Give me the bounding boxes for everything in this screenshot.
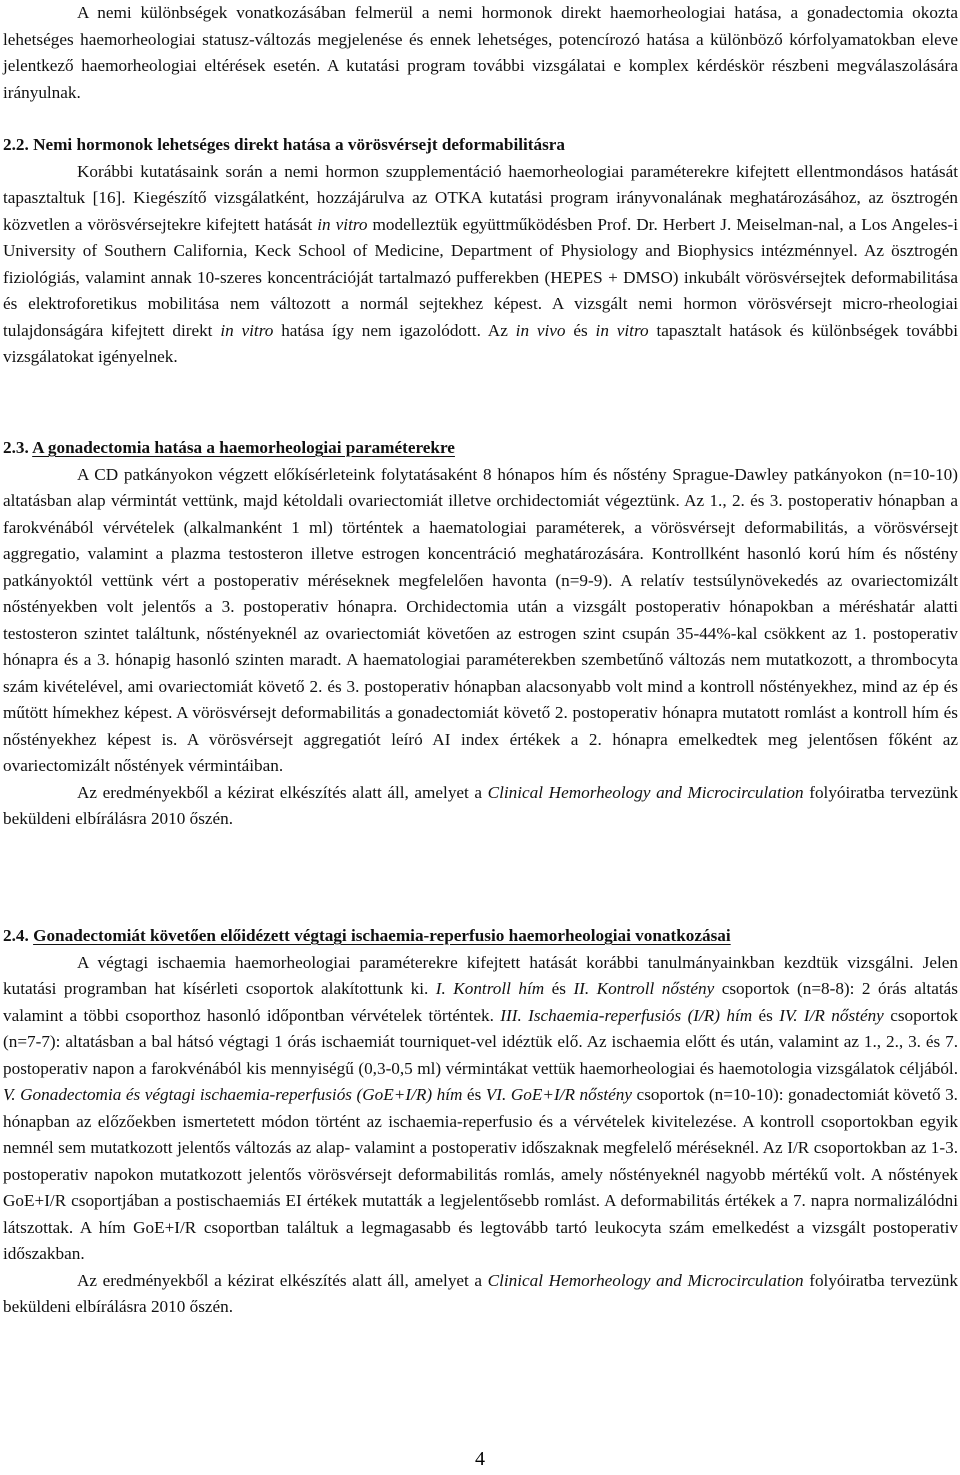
text-run: folyóiratba tervezünk beküldeni elbírálásra 2010 őszén. <box>3 1270 958 1316</box>
section-number: 2.2. <box>3 135 29 154</box>
body-paragraph <box>3 1268 958 1321</box>
text-run: modelleztük együttműködésben Prof. Dr. Herbert J. Meiselman-nal, a Los Angeles-i University of Southern California, Keck School of Medicine, Department of Physiology and Biophysics intézménnyel. Az ösztrogén fiziológiás, valamint annak 10-szeres koncentrációját tartalmazó pufferekben (HEPES + DMSO) inkubált vörösvérsejtek deformabilitása és elektroforetikus mobilitása nem változott a normál sejtekhez képest. A vizsgált nemi hormon vörösvérsejt micro-rheologiai tulajdonságára kifejtett direkt <box>3 214 958 340</box>
text-run: csoportok (n=10-10): gonadectomiát követő 3. hónapban az előzőekben ismertetett módon történt az ischaemia-reperfusio és a vérvételek kivitelezése. A kontroll csoportokban egyik nemnél sem mutatkozott jelentős változás az alap- valamint a postoperativ időszaknak megfelelő méréseknél. Az I/R csoportokban az 1-3. postoperativ napokon mutatkozott jelentős vörösvérsejt deformabilitás romlás, amely nőstényeknél nagyobb mértékű volt. A nőstények GoE+I/R csoportjában a postischaemiás EI értékek mutatták a legjelentősebb romlást. A deformabilitás értékek a 7. napra normalizálódni látszottak. A hím GoE+I/R csoportban találtuk a legmagasabb és legtovább tartó leukocyta szám emelkedést a vizsgált postoperativ időszakban. <box>3 1085 958 1263</box>
body-paragraph <box>3 780 958 833</box>
body-paragraph: A CD patkányokon végzett előkísérleteink folytatásaként 8 hónapos hím és nőstény Sprague-Dawley patkányokon (n=10-10) altatásban alap vérmintát vettünk, majd kétoldali ovariectomiát illetve orchidectomiát végeztünk. Az 1., 2. és 3. postoperativ hónapban a farokvénából vérvételek (alkalmanként 1 ml) történtek a haematologiai paraméterek, a vörösvérsejt deformabilitás, a vörösvérsejt aggregatio, valamint a plazma testosteron illetve estrogen koncentráció meghatározására. Kontrollként hasonló korú hím és nőstény patkányoktól vettünk vért a postoperativ méréseknek megfelelően havonta (n=9-9). A relatív testsúlynövekedés az ovariectomizált nőstényekben volt jelentős a 3. postoperativ hónapra. Orchidectomia után a vizsgált postoperativ hónapokban a méréshatár alatti testosteron szintet találtunk, nőstényeknél az ovariectomiát követően az estrogen szint csupán 35-44%-kal csökkent az 1. postoperativ hónapra és a 3. hónapig hasonló szinten maradt. A haematologiai paraméterekben szembetűnő változás nem mutatkozott, a thrombocyta szám kivételével, ami ovariectomiát követő 2. és 3. postoperativ hónapban alacsonyabb volt mind a kontroll nőstényekhez, mind az ép és műtött hímekhez képest. A vörösvérsejt deformabilitás a gonadectomiát követő 2. postoperativ hónapra mutatott romlást a kontroll hím és nőstényekhez képest is. A vörösvérsejt aggregatiót leíró AI index értékek a 2. hónapra emelkedtek meg jelentősen főként az ovariectomizált nőstények vérmintáiban. <box>3 464 958 775</box>
section-number: 2.3. <box>3 438 29 457</box>
italic-run: in vitro <box>595 320 649 340</box>
text-run: hatása így nem igazolódott. Az <box>273 320 516 340</box>
text-run: tapasztalt hatások és különbségek további vizsgálatokat igényelnek. <box>3 320 958 366</box>
page-number: 4 <box>475 1448 485 1470</box>
section-2-3-heading <box>3 435 958 462</box>
text-run: Korábbi kutatásaink során a nemi hormon szupplementáció haemorheologiai paraméterekre kifejtett ellentmondásos hatását tapasztaltuk [16]. Kiegészítő vizsgálatként, hozzájárulva az OTKA kutatási program irányvonalának meghatározásához, az ösztrogén közvetlen a vörösvérsejtekre kifejtett hatását <box>3 161 958 234</box>
body-paragraph <box>3 950 958 1268</box>
body-paragraph <box>3 159 958 371</box>
italic-run: V. Gonadectomia és végtagi ischaemia-reperfusiós (GoE+I/R) hím <box>3 1085 463 1104</box>
italic-run: III. Ischaemia-reperfusiós (I/R) hím <box>500 1005 753 1025</box>
section-title: A gonadectomia hatása a haemorheologiai paraméterekre <box>32 438 455 457</box>
text-run: folyóiratba tervezünk beküldeni elbírálásra 2010 őszén. <box>3 782 958 828</box>
italic-run: in vitro <box>317 214 368 234</box>
italic-run: IV. I/R nőstény <box>779 1005 884 1025</box>
text-run: Az eredményekből a kézirat elkészítés alatt áll, amelyet a <box>77 782 488 802</box>
italic-run: Clinical Hemorheology and Microcirculation <box>487 782 804 802</box>
italic-run: Clinical Hemorheology and Microcirculation <box>487 1270 804 1290</box>
text-run: csoportok (n=8-8): 2 órás altatás valamint a többi csoporthoz hasonló időpontban vérvételek történtek. <box>3 979 958 1025</box>
text-run: és <box>462 1085 486 1104</box>
text-run: és <box>752 1005 780 1025</box>
section-title: Gonadectomiát követően előidézett végtagi ischaemia-reperfusio haemorheologiai vonatkozásai <box>33 926 731 945</box>
section-2-2 <box>3 132 958 371</box>
section-2-3 <box>3 435 958 833</box>
text-run: csoportok (n=7-7): altatásban a bal hátsó végtagi 1 órás ischaemiát tourniquet-vel idéztük elő. Az ischaemia előtt és után, valamint az 1., 2., 3. és 7. postoperativ napon a farokvénából kis mennyiségű (0,3-0,5 ml) vérmintákat vettük haemorheologiai és haemotologia vizsgálatok céljából. <box>3 1005 958 1078</box>
section-2-4 <box>3 923 958 1321</box>
italic-run: I. Kontroll hím <box>435 979 545 998</box>
text-run: és <box>565 320 596 340</box>
section-2-2-heading <box>3 132 958 159</box>
text-run: és <box>544 979 574 998</box>
italic-run: II. Kontroll nőstény <box>573 979 715 998</box>
section-title: Nemi hormonok lehetséges direkt hatása a vörösvérsejt deformabilitásra <box>33 135 566 154</box>
text-run: Az eredményekből a kézirat elkészítés alatt áll, amelyet a <box>77 1270 488 1290</box>
italic-run: in vivo <box>515 320 566 340</box>
italic-run: VI. GoE+I/R nőstény <box>485 1085 633 1104</box>
intro-section <box>3 0 958 106</box>
text-run: A végtagi ischaemia haemorheologiai paraméterekre kifejtett hatását korábbi tanulmányainkban kezdtük vizsgálni. Jelen kutatási programban hat kísérleti csoportok alakítottunk ki. <box>3 952 958 998</box>
italic-run: in vitro <box>220 320 274 340</box>
section-number: 2.4. <box>3 926 29 945</box>
section-2-4-heading <box>3 923 958 950</box>
intro-paragraph: A nemi különbségek vonatkozásában felmerül a nemi hormonok direkt haemorheologiai hatása, a gonadectomia okozta lehetséges haemorheologiai statusz-változás megjelenése és ennek lehetséges, potencírozó hatása a különböző kórfolyamatokban eleve jelentkező haemorheologiai eltérések esetén. A kutatási program további vizsgálatai e komplex kérdéskör részbeni megválaszolására irányulnak. <box>3 3 958 102</box>
